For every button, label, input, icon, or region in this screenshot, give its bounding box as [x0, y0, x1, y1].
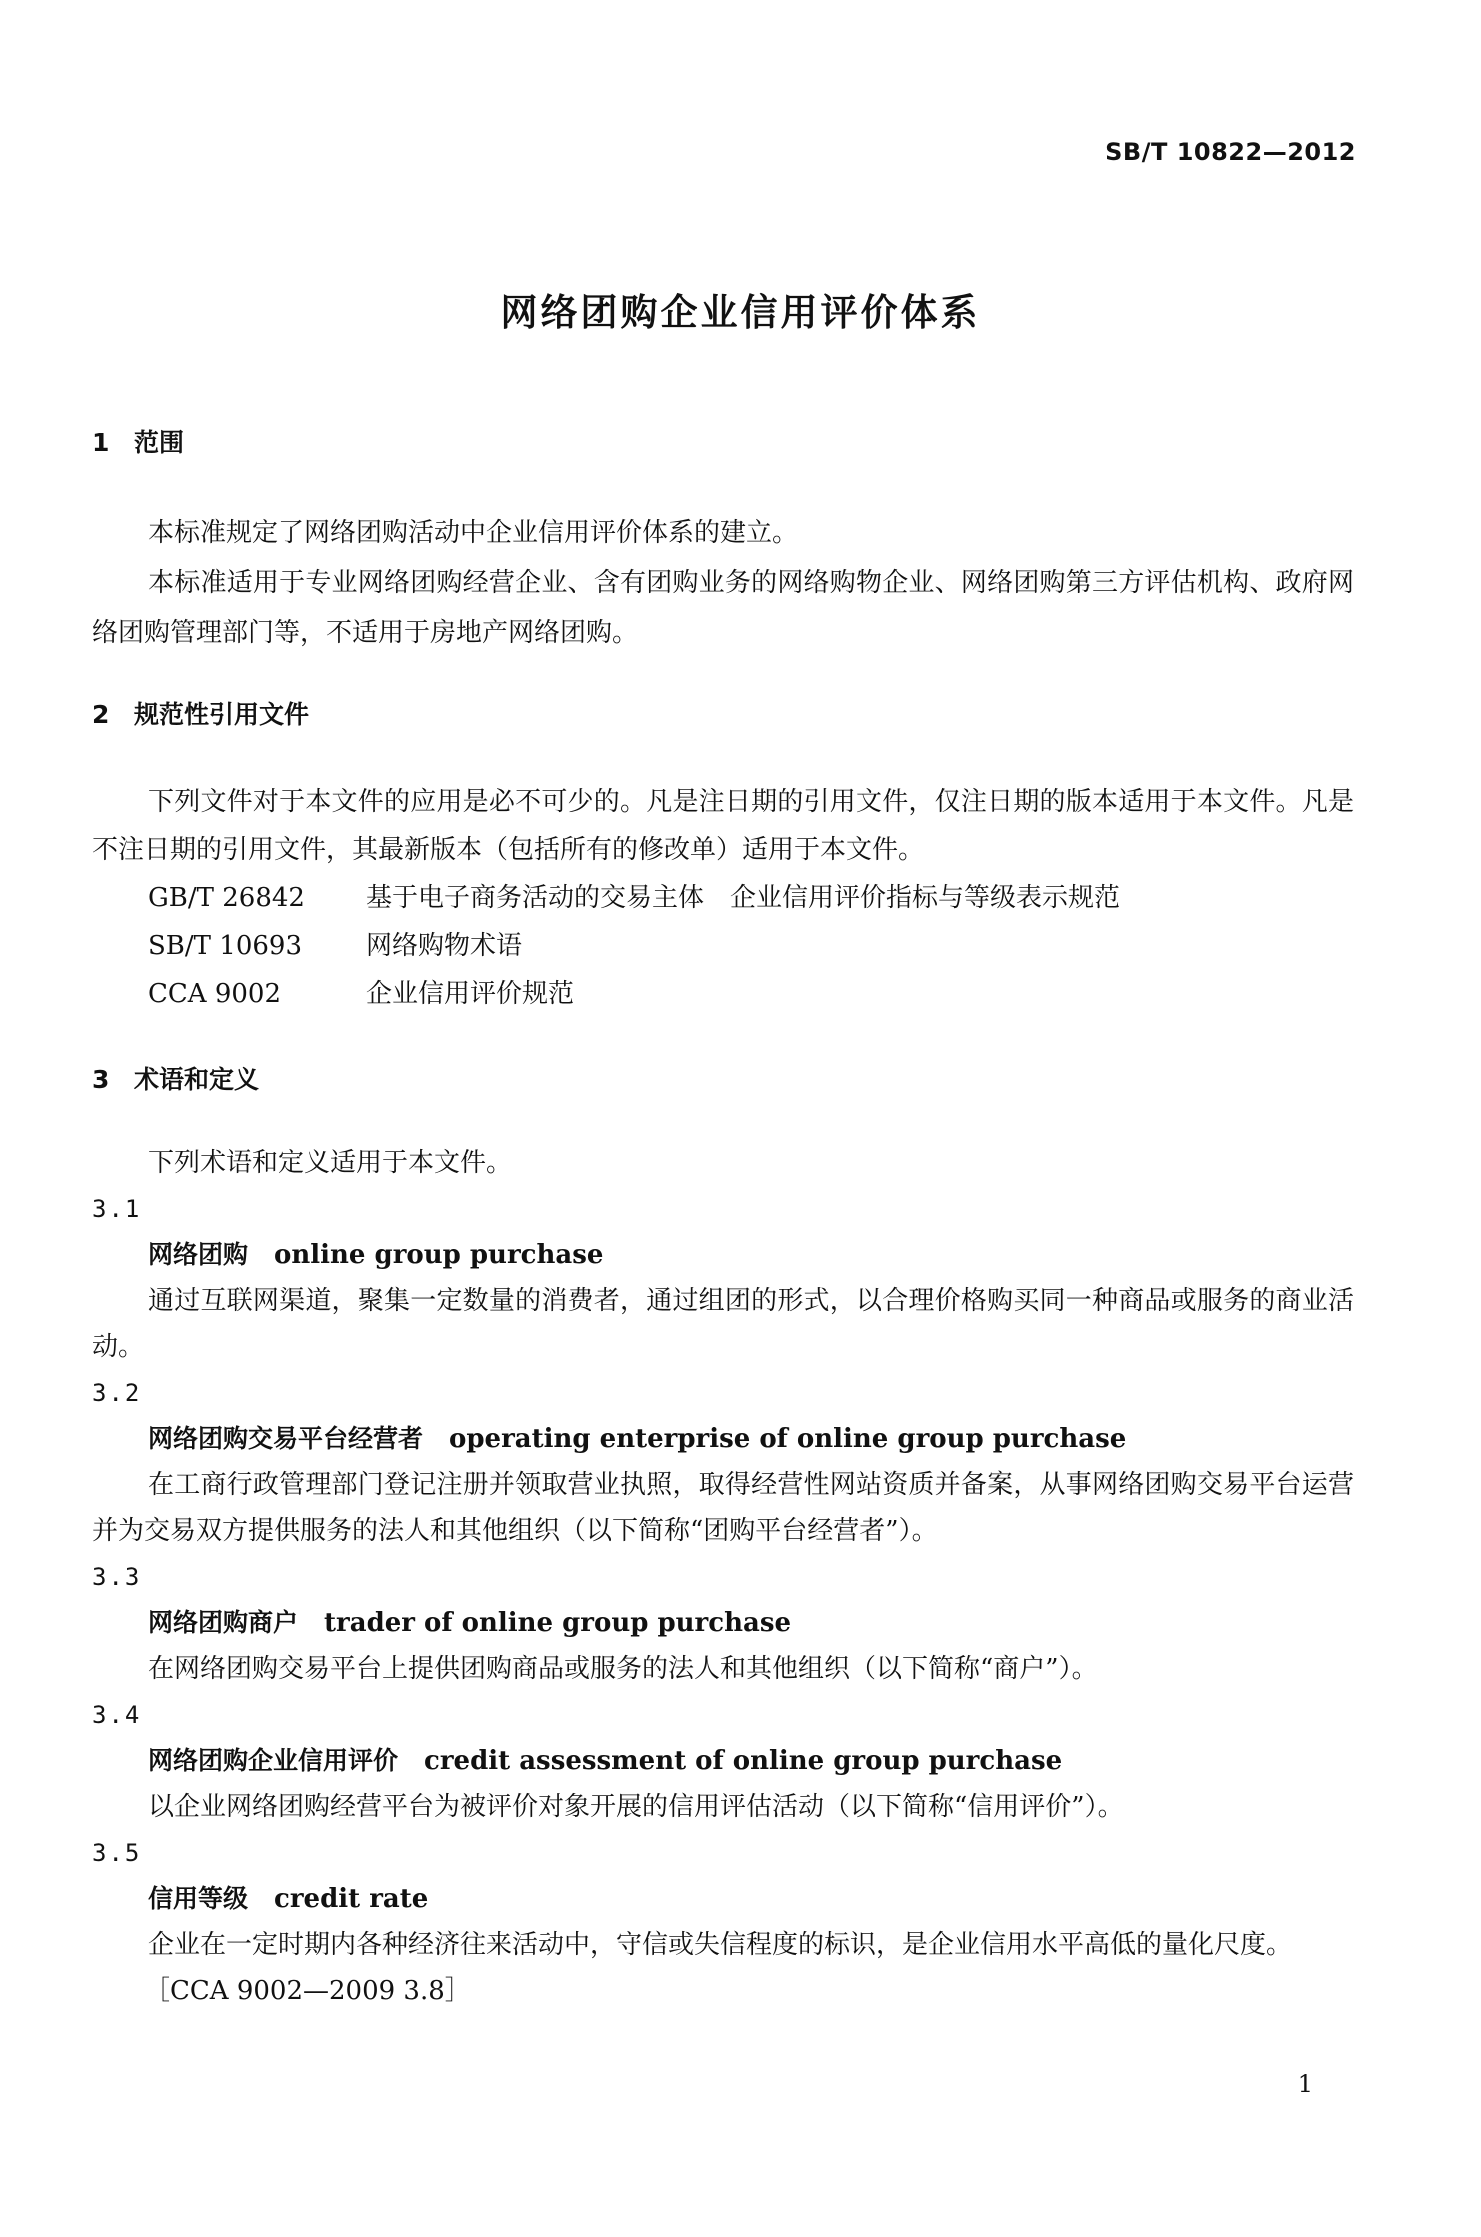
paragraph: 下列术语和定义适用于本文件。 — [148, 1148, 513, 1178]
section-2 — [92, 690, 1354, 740]
paragraph: 下列文件对于本文件的应用是必不可少的。凡是注日期的引用文件，仅注日期的版本适用于本文件。凡是不注日期的引用文件，其最新版本（包括所有的修改单）适用于本文件。 — [92, 787, 1354, 865]
section-1 — [92, 418, 1354, 468]
document-title: 网络团购企业信用评价体系 — [500, 291, 981, 334]
section-1-body — [92, 508, 1354, 658]
term-number: 3.3 — [92, 1563, 142, 1591]
reference-item: CCA 9002 企业信用评价规范 — [148, 979, 575, 1009]
paragraph: 本标准规定了网络团购活动中企业信用评价体系的建立。 — [148, 518, 799, 548]
term-number: 3.5 — [92, 1839, 142, 1867]
term-entry: 网络团购商户 trader of online group purchase — [148, 1608, 792, 1638]
term-entry: 信用等级 credit rate — [148, 1884, 429, 1914]
term-entry: 网络团购交易平台经营者 operating enterprise of online group purchase — [148, 1424, 1127, 1454]
term-number: 3.4 — [92, 1701, 142, 1729]
term-definition: 以企业网络团购经营平台为被评价对象开展的信用评估活动（以下简称“信用评价”）。 — [148, 1792, 1124, 1822]
term-number: 3.1 — [92, 1195, 142, 1223]
term-source: ［CCA 9002—2009 3.8］ — [144, 1976, 471, 2006]
reference-item: GB/T 26842 基于电子商务活动的交易主体 企业信用评价指标与等级表示规范 — [148, 883, 1121, 913]
section-heading: 1 范围 — [92, 428, 185, 457]
term-definition: 通过互联网渠道，聚集一定数量的消费者，通过组团的形式，以合理价格购买同一种商品或服务的商业活动。 — [92, 1286, 1354, 1362]
section-3-body — [92, 1140, 1354, 2014]
term-definition: 在网络团购交易平台上提供团购商品或服务的法人和其他组织（以下简称“商户”）。 — [148, 1654, 1098, 1684]
term-number: 3.2 — [92, 1379, 142, 1407]
term-definition: 在工商行政管理部门登记注册并领取营业执照，取得经营性网站资质并备案，从事网络团购交易平台运营并为交易双方提供服务的法人和其他组织（以下简称“团购平台经营者”）。 — [92, 1470, 1354, 1546]
section-3 — [92, 1055, 1354, 1105]
section-2-body — [92, 778, 1354, 1018]
term-entry: 网络团购 online group purchase — [148, 1240, 604, 1270]
paragraph: 本标准适用于专业网络团购经营企业、含有团购业务的网络购物企业、网络团购第三方评估机构、政府网络团购管理部门等，不适用于房地产网络团购。 — [92, 568, 1354, 648]
standard-code: SB/T 10822—2012 — [1105, 138, 1356, 166]
term-definition: 企业在一定时期内各种经济往来活动中，守信或失信程度的标识，是企业信用水平高低的量化尺度。 — [148, 1930, 1293, 1960]
section-heading: 2 规范性引用文件 — [92, 700, 310, 729]
page-number: 1 — [1297, 2070, 1313, 2098]
section-heading: 3 术语和定义 — [92, 1065, 260, 1094]
reference-item: SB/T 10693 网络购物术语 — [148, 931, 523, 961]
term-entry: 网络团购企业信用评价 credit assessment of online group purchase — [148, 1746, 1063, 1776]
